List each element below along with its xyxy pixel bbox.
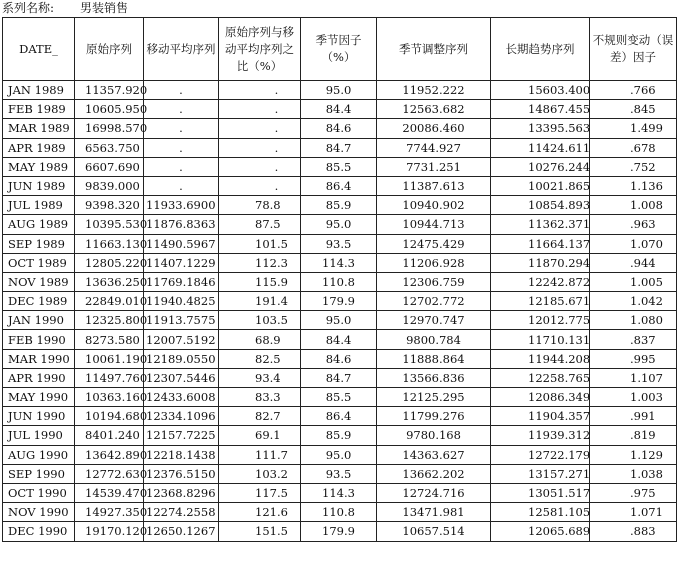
table-cell: . bbox=[144, 119, 219, 138]
column-header: 季节调整序列 bbox=[377, 18, 491, 81]
table-cell: 10061.190 bbox=[75, 349, 144, 368]
table-cell: 13471.981 bbox=[377, 503, 491, 522]
table-cell: . bbox=[144, 100, 219, 119]
table-cell: 13051.517 bbox=[491, 483, 590, 502]
table-cell: 12185.671 bbox=[491, 292, 590, 311]
table-cell: 11904.357 bbox=[491, 407, 590, 426]
column-header: 移动平均序列 bbox=[144, 18, 219, 81]
table-cell: 20086.460 bbox=[377, 119, 491, 138]
table-cell: 84.7 bbox=[301, 368, 377, 387]
table-row bbox=[3, 292, 677, 311]
table-cell: .819 bbox=[590, 426, 677, 445]
table-cell: 1.136 bbox=[590, 176, 677, 195]
table-row bbox=[3, 311, 677, 330]
table-cell: OCT 1990 bbox=[3, 483, 75, 502]
table-cell: 11952.222 bbox=[377, 81, 491, 100]
table-cell: 95.0 bbox=[301, 445, 377, 464]
table-cell: 16998.570 bbox=[75, 119, 144, 138]
table-cell: 12475.429 bbox=[377, 234, 491, 253]
column-header: 长期趋势序列 bbox=[491, 18, 590, 81]
table-row bbox=[3, 445, 677, 464]
table-row bbox=[3, 157, 677, 176]
table-cell: 10021.865 bbox=[491, 176, 590, 195]
table-cell: 95.0 bbox=[301, 215, 377, 234]
table-cell: . bbox=[219, 157, 301, 176]
table-cell: 11870.294 bbox=[491, 253, 590, 272]
table-cell: 13662.202 bbox=[377, 464, 491, 483]
series-name-line bbox=[2, 0, 128, 16]
table-row bbox=[3, 234, 677, 253]
table-cell: 85.9 bbox=[301, 196, 377, 215]
table-cell: 11387.613 bbox=[377, 176, 491, 195]
table-cell: 10363.160 bbox=[75, 388, 144, 407]
table-cell: 9800.784 bbox=[377, 330, 491, 349]
table-cell: 151.5 bbox=[219, 522, 301, 541]
table-cell: 69.1 bbox=[219, 426, 301, 445]
table-cell: NOV 1989 bbox=[3, 272, 75, 291]
table-row bbox=[3, 176, 677, 195]
table-cell: 12376.5150 bbox=[144, 464, 219, 483]
table-cell: . bbox=[219, 100, 301, 119]
table-cell: 1.071 bbox=[590, 503, 677, 522]
table-cell: 12772.630 bbox=[75, 464, 144, 483]
table-cell: 1.042 bbox=[590, 292, 677, 311]
table-cell: MAR 1989 bbox=[3, 119, 75, 138]
column-header: 不规则变动（误差）因子 bbox=[590, 18, 677, 81]
table-cell: 11424.611 bbox=[491, 138, 590, 157]
table-cell: 84.4 bbox=[301, 100, 377, 119]
table-row bbox=[3, 138, 677, 157]
table-cell: APR 1990 bbox=[3, 368, 75, 387]
table-row bbox=[3, 215, 677, 234]
table-cell: 9839.000 bbox=[75, 176, 144, 195]
table-cell: 1.107 bbox=[590, 368, 677, 387]
series-label: 系列名称: bbox=[2, 1, 55, 15]
table-cell: 11206.928 bbox=[377, 253, 491, 272]
table-cell: DEC 1989 bbox=[3, 292, 75, 311]
table-cell: .752 bbox=[590, 157, 677, 176]
table-cell: APR 1989 bbox=[3, 138, 75, 157]
table-cell: 15603.400 bbox=[491, 81, 590, 100]
table-cell: .766 bbox=[590, 81, 677, 100]
table-cell: 12433.6008 bbox=[144, 388, 219, 407]
table-cell: 9780.168 bbox=[377, 426, 491, 445]
table-cell: 7731.251 bbox=[377, 157, 491, 176]
table-cell: 12307.5446 bbox=[144, 368, 219, 387]
table-cell: MAR 1990 bbox=[3, 349, 75, 368]
table-cell: .883 bbox=[590, 522, 677, 541]
table-row bbox=[3, 464, 677, 483]
table-cell: 12970.747 bbox=[377, 311, 491, 330]
table-cell: 93.5 bbox=[301, 464, 377, 483]
table-cell: 14927.350 bbox=[75, 503, 144, 522]
table-cell: 11407.1229 bbox=[144, 253, 219, 272]
table-cell: 11769.1846 bbox=[144, 272, 219, 291]
table-cell: .963 bbox=[590, 215, 677, 234]
table-cell: .837 bbox=[590, 330, 677, 349]
table-cell: AUG 1990 bbox=[3, 445, 75, 464]
table-cell: 11362.371 bbox=[491, 215, 590, 234]
table-cell: 1.005 bbox=[590, 272, 677, 291]
table-cell: 12065.689 bbox=[491, 522, 590, 541]
table-row bbox=[3, 196, 677, 215]
table-cell: 12368.8296 bbox=[144, 483, 219, 502]
table-cell: .944 bbox=[590, 253, 677, 272]
table-row bbox=[3, 349, 677, 368]
table-cell: DEC 1990 bbox=[3, 522, 75, 541]
table-cell: . bbox=[219, 138, 301, 157]
table-cell: 83.3 bbox=[219, 388, 301, 407]
table-cell: 84.4 bbox=[301, 330, 377, 349]
table-cell: 84.7 bbox=[301, 138, 377, 157]
table-cell: 1.129 bbox=[590, 445, 677, 464]
table-cell: 10276.244 bbox=[491, 157, 590, 176]
table-row bbox=[3, 272, 677, 291]
table-cell: JUN 1989 bbox=[3, 176, 75, 195]
table-cell: 12650.1267 bbox=[144, 522, 219, 541]
table-cell: 1.499 bbox=[590, 119, 677, 138]
table-row bbox=[3, 330, 677, 349]
column-header: 原始序列与移动平均序列之比（%） bbox=[219, 18, 301, 81]
table-cell: 110.8 bbox=[301, 503, 377, 522]
table-cell: 11933.6900 bbox=[144, 196, 219, 215]
table-cell: FEB 1990 bbox=[3, 330, 75, 349]
series-name: 男装销售 bbox=[80, 1, 129, 15]
table-row bbox=[3, 253, 677, 272]
table-cell: 11664.137 bbox=[491, 234, 590, 253]
table-cell: FEB 1989 bbox=[3, 100, 75, 119]
table-cell: NOV 1990 bbox=[3, 503, 75, 522]
table-cell: 12722.179 bbox=[491, 445, 590, 464]
table-cell: MAY 1989 bbox=[3, 157, 75, 176]
table-cell: . bbox=[219, 81, 301, 100]
table-cell: 12274.2558 bbox=[144, 503, 219, 522]
table-cell: 12125.295 bbox=[377, 388, 491, 407]
table-cell: 9398.320 bbox=[75, 196, 144, 215]
table-cell: 191.4 bbox=[219, 292, 301, 311]
table-cell: MAY 1990 bbox=[3, 388, 75, 407]
table-cell: 14363.627 bbox=[377, 445, 491, 464]
table-cell: . bbox=[144, 157, 219, 176]
table-cell: 12258.765 bbox=[491, 368, 590, 387]
table-cell: 11490.5967 bbox=[144, 234, 219, 253]
table-cell: 10854.893 bbox=[491, 196, 590, 215]
table-cell: 110.8 bbox=[301, 272, 377, 291]
table-cell: 12306.759 bbox=[377, 272, 491, 291]
table-cell: 112.3 bbox=[219, 253, 301, 272]
table-cell: .678 bbox=[590, 138, 677, 157]
table-cell: 78.8 bbox=[219, 196, 301, 215]
table-cell: 84.6 bbox=[301, 349, 377, 368]
table-cell: . bbox=[144, 81, 219, 100]
table-cell: 68.9 bbox=[219, 330, 301, 349]
table-cell: 11913.7575 bbox=[144, 311, 219, 330]
table-cell: 11799.276 bbox=[377, 407, 491, 426]
table-cell: 11940.4825 bbox=[144, 292, 219, 311]
table-cell: 11663.130 bbox=[75, 234, 144, 253]
table-cell: 10657.514 bbox=[377, 522, 491, 541]
table-cell: 84.6 bbox=[301, 119, 377, 138]
table-cell: 7744.927 bbox=[377, 138, 491, 157]
table-cell: 11710.131 bbox=[491, 330, 590, 349]
table-cell: JAN 1989 bbox=[3, 81, 75, 100]
table-cell: 85.5 bbox=[301, 388, 377, 407]
table-cell: 10940.902 bbox=[377, 196, 491, 215]
table-cell: 11357.920 bbox=[75, 81, 144, 100]
table-cell: 12325.800 bbox=[75, 311, 144, 330]
table-cell: 114.3 bbox=[301, 483, 377, 502]
table-cell: JUL 1990 bbox=[3, 426, 75, 445]
table-cell: 12189.0550 bbox=[144, 349, 219, 368]
table-cell: 101.5 bbox=[219, 234, 301, 253]
table-cell: 13395.563 bbox=[491, 119, 590, 138]
table-body bbox=[3, 81, 677, 542]
table-cell: AUG 1989 bbox=[3, 215, 75, 234]
table-cell: . bbox=[219, 176, 301, 195]
table-cell: JUN 1990 bbox=[3, 407, 75, 426]
table-cell: 93.4 bbox=[219, 368, 301, 387]
table-cell: 95.0 bbox=[301, 311, 377, 330]
table-cell: 10605.950 bbox=[75, 100, 144, 119]
table-cell: 14867.455 bbox=[491, 100, 590, 119]
table-cell: SEP 1990 bbox=[3, 464, 75, 483]
table-cell: 85.9 bbox=[301, 426, 377, 445]
table-cell: .991 bbox=[590, 407, 677, 426]
table-row bbox=[3, 407, 677, 426]
table-cell: . bbox=[144, 176, 219, 195]
table-cell: 10194.680 bbox=[75, 407, 144, 426]
table-cell: 11876.8363 bbox=[144, 215, 219, 234]
seasonal-decomposition-table bbox=[2, 17, 677, 542]
table-cell: . bbox=[219, 119, 301, 138]
table-cell: 1.003 bbox=[590, 388, 677, 407]
table-cell: JUL 1989 bbox=[3, 196, 75, 215]
table-row bbox=[3, 522, 677, 541]
table-cell: 12563.682 bbox=[377, 100, 491, 119]
table-cell: 103.5 bbox=[219, 311, 301, 330]
table-cell: 12086.349 bbox=[491, 388, 590, 407]
table-row bbox=[3, 388, 677, 407]
table-cell: . bbox=[144, 138, 219, 157]
table-cell: 8273.580 bbox=[75, 330, 144, 349]
table-cell: 12242.872 bbox=[491, 272, 590, 291]
table-cell: 117.5 bbox=[219, 483, 301, 502]
table-header-row bbox=[3, 18, 677, 81]
table-cell: 12218.1438 bbox=[144, 445, 219, 464]
table-cell: .845 bbox=[590, 100, 677, 119]
table-row bbox=[3, 81, 677, 100]
table-cell: 12157.7225 bbox=[144, 426, 219, 445]
table-cell: 82.7 bbox=[219, 407, 301, 426]
table-cell: 179.9 bbox=[301, 292, 377, 311]
table-cell: 11944.208 bbox=[491, 349, 590, 368]
table-row bbox=[3, 483, 677, 502]
table-cell: 10944.713 bbox=[377, 215, 491, 234]
table-cell: 1.008 bbox=[590, 196, 677, 215]
table-cell: 86.4 bbox=[301, 407, 377, 426]
table-row bbox=[3, 368, 677, 387]
table-cell: .995 bbox=[590, 349, 677, 368]
table-cell: 13642.890 bbox=[75, 445, 144, 464]
table-cell: 1.070 bbox=[590, 234, 677, 253]
table-cell: 1.080 bbox=[590, 311, 677, 330]
table-row bbox=[3, 100, 677, 119]
table-cell: 121.6 bbox=[219, 503, 301, 522]
table-cell: 111.7 bbox=[219, 445, 301, 464]
table-cell: 10395.530 bbox=[75, 215, 144, 234]
table-cell: OCT 1989 bbox=[3, 253, 75, 272]
table-cell: 86.4 bbox=[301, 176, 377, 195]
table-cell: 95.0 bbox=[301, 81, 377, 100]
column-header: 季节因子（%） bbox=[301, 18, 377, 81]
table-cell: 179.9 bbox=[301, 522, 377, 541]
table-cell: 13157.271 bbox=[491, 464, 590, 483]
table-cell: SEP 1989 bbox=[3, 234, 75, 253]
table-cell: 11939.312 bbox=[491, 426, 590, 445]
table-cell: 14539.470 bbox=[75, 483, 144, 502]
table-cell: JAN 1990 bbox=[3, 311, 75, 330]
table-cell: 12805.220 bbox=[75, 253, 144, 272]
table-cell: 12702.772 bbox=[377, 292, 491, 311]
table-cell: 22849.010 bbox=[75, 292, 144, 311]
table-cell: 87.5 bbox=[219, 215, 301, 234]
table-cell: 12012.775 bbox=[491, 311, 590, 330]
table-cell: 12007.5192 bbox=[144, 330, 219, 349]
table-row bbox=[3, 503, 677, 522]
table-cell: 11888.864 bbox=[377, 349, 491, 368]
table-cell: .975 bbox=[590, 483, 677, 502]
table-cell: 11497.760 bbox=[75, 368, 144, 387]
table-cell: 82.5 bbox=[219, 349, 301, 368]
table-cell: 12334.1096 bbox=[144, 407, 219, 426]
table-cell: 13566.836 bbox=[377, 368, 491, 387]
table-cell: 19170.120 bbox=[75, 522, 144, 541]
table-cell: 103.2 bbox=[219, 464, 301, 483]
table-cell: 12581.105 bbox=[491, 503, 590, 522]
column-header: DATE_ bbox=[3, 18, 75, 81]
table-cell: 1.038 bbox=[590, 464, 677, 483]
table-cell: 8401.240 bbox=[75, 426, 144, 445]
table-cell: 115.9 bbox=[219, 272, 301, 291]
table-cell: 93.5 bbox=[301, 234, 377, 253]
table-cell: 6563.750 bbox=[75, 138, 144, 157]
table-row bbox=[3, 426, 677, 445]
column-header: 原始序列 bbox=[75, 18, 144, 81]
table-cell: 85.5 bbox=[301, 157, 377, 176]
table-cell: 13636.250 bbox=[75, 272, 144, 291]
table-cell: 114.3 bbox=[301, 253, 377, 272]
table-cell: 12724.716 bbox=[377, 483, 491, 502]
table-cell: 6607.690 bbox=[75, 157, 144, 176]
table-row bbox=[3, 119, 677, 138]
